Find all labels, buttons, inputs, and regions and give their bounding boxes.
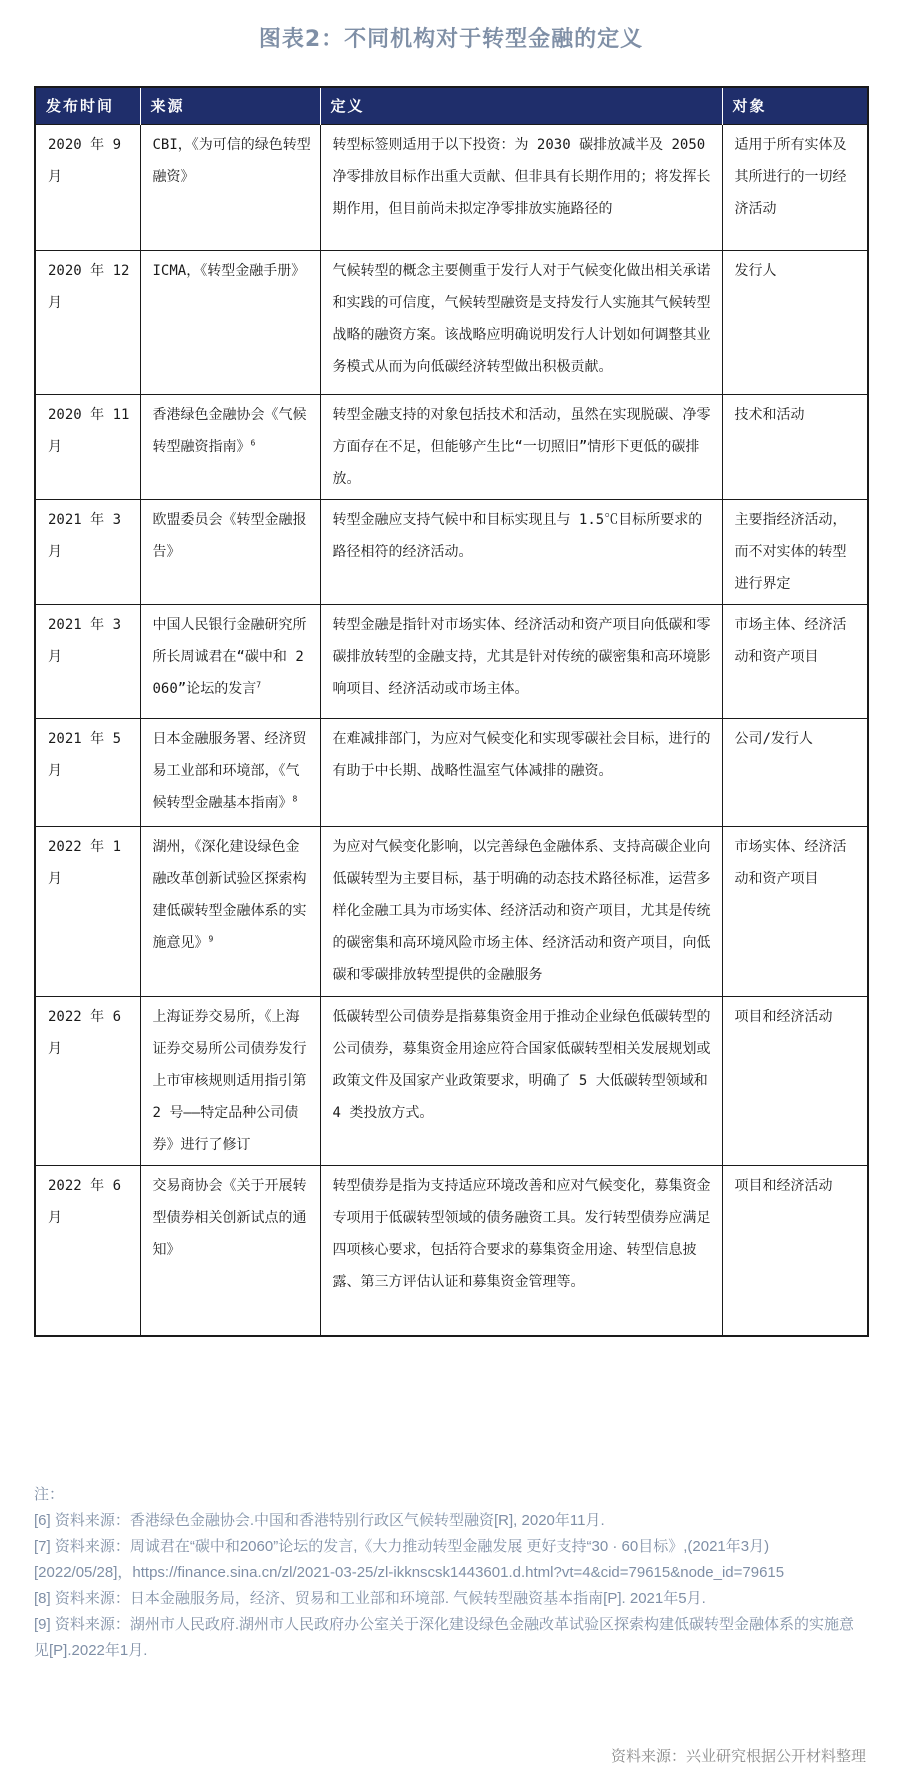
cell-definition-text: 低碳转型公司债券是指募集资金用于推动企业绿色低碳转型的公司债券，募集资金用途应符合国家低碳转型相关发展规划或政策文件及国家产业政策要求，明确了 5 大低碳转型领域和 4 类投放方式。	[332, 1009, 711, 1121]
table-row	[35, 125, 868, 251]
table-row	[35, 500, 868, 605]
cell-date-text: 2021 年 3 月	[48, 617, 122, 665]
footnote-7: [7] 资料来源：周诚君在“碳中和2060”论坛的发言,《大力推动转型金融发展 更好支持“30 · 60目标》,(2021年3月)[2022/05/28]，https://finance.sina.cn/zl/2021-03-25/zl-ikknscsk1443601.d.html?vt=4&cid=79615&node_id=79615	[34, 1538, 785, 1581]
cell-date	[35, 827, 140, 997]
cell-definition	[320, 719, 722, 827]
cell-source	[140, 827, 320, 997]
table-row	[35, 1166, 868, 1336]
cell-target-text: 市场主体、经济活动和资产项目	[734, 617, 847, 665]
cell-target	[722, 719, 868, 827]
table-row	[35, 827, 868, 997]
footnote-9: [9] 资料来源：湖州市人民政府.湖州市人民政府办公室关于深化建设绿色金融改革试验区探索构建低碳转型金融体系的实施意见[P].2022年1月.	[34, 1616, 855, 1659]
cell-source-text: 上海证券交易所，《上海证券交易所公司债券发行上市审核规则适用指引第 2 号——特定品种公司债券》进行了修订	[152, 1009, 307, 1153]
definitions-table	[34, 86, 869, 1337]
cell-source	[140, 395, 320, 500]
cell-date	[35, 605, 140, 719]
cell-target-text: 公司/发行人	[734, 731, 813, 747]
cell-source-text: 中国人民银行金融研究所所长周诚君在“碳中和 2060”论坛的发言	[152, 617, 307, 697]
cell-date	[35, 251, 140, 395]
cell-definition-text: 转型债券是指为支持适应环境改善和应对气候变化，募集资金专项用于低碳转型领域的债务融资工具。发行转型债券应满足四项核心要求，包括符合要求的募集资金用途、转型信息披露、第三方评估认证和募集资金管理等。	[332, 1178, 711, 1290]
cell-definition	[320, 395, 722, 500]
footnote-ref: 7	[256, 680, 262, 690]
cell-target	[722, 827, 868, 997]
cell-definition-text: 为应对气候变化影响，以完善绿色金融体系、支持高碳企业向低碳转型为主要目标，基于明确的动态技术路径标准，运营多样化金融工具为市场实体、经济活动和资产项目，尤其是传统的碳密集和高环境风险市场主体、经济活动和资产项目，向低碳和零碳排放转型提供的金融服务	[332, 839, 711, 983]
header-date: 发布时间	[35, 87, 140, 125]
cell-definition-text: 气候转型的概念主要侧重于发行人对于气候变化做出相关承诺和实践的可信度，气候转型融资是支持发行人实施其气候转型战略的融资方案。该战略应明确说明发行人计划如何调整其业务模式从而为向低碳经济转型做出积极贡献。	[332, 263, 711, 375]
cell-date-text: 2020 年 11 月	[48, 407, 130, 455]
cell-date-text: 2021 年 3 月	[48, 512, 122, 560]
cell-source	[140, 500, 320, 605]
cell-source-text: 香港绿色金融协会《气候转型融资指南》	[152, 407, 307, 455]
cell-target	[722, 125, 868, 251]
header-target: 对象	[722, 87, 868, 125]
cell-definition	[320, 827, 722, 997]
cell-target-text: 主要指经济活动，而不对实体的转型进行界定	[734, 512, 847, 592]
cell-source	[140, 997, 320, 1166]
cell-date	[35, 395, 140, 500]
cell-source	[140, 719, 320, 827]
cell-target	[722, 605, 868, 719]
cell-date	[35, 1166, 140, 1336]
cell-source	[140, 1166, 320, 1336]
cell-definition	[320, 605, 722, 719]
footnote-heading: 注：	[34, 1486, 65, 1503]
cell-definition	[320, 500, 722, 605]
cell-definition-text: 转型金融支持的对象包括技术和活动，虽然在实现脱碳、净零方面存在不足，但能够产生比“一切照旧”情形下更低的碳排放。	[332, 407, 711, 487]
footnote-6: [6] 资料来源：香港绿色金融协会.中国和香港特别行政区气候转型融资[R], 2020年11月.	[34, 1512, 605, 1529]
footnote-ref: 6	[250, 438, 256, 448]
footer-source: 资料来源：兴业研究根据公开材料整理	[610, 1748, 866, 1765]
cell-source-text: 湖州，《深化建设绿色金融改革创新试验区探索构建低碳转型金融体系的实施意见》	[152, 839, 307, 951]
cell-date-text: 2020 年 9 月	[48, 137, 122, 185]
table-row	[35, 251, 868, 395]
cell-target-text: 项目和经济活动	[734, 1178, 833, 1194]
cell-target-text: 项目和经济活动	[734, 1009, 833, 1025]
cell-date	[35, 719, 140, 827]
table-row	[35, 997, 868, 1166]
table-row	[35, 395, 868, 500]
table-row	[35, 719, 868, 827]
cell-date-text: 2022 年 6 月	[48, 1009, 122, 1057]
cell-target	[722, 500, 868, 605]
cell-source-text: 欧盟委员会《转型金融报告》	[152, 512, 307, 560]
definitions-table-wrapper	[34, 86, 867, 1337]
cell-date	[35, 125, 140, 251]
cell-definition-text: 在难减排部门，为应对气候变化和实现零碳社会目标，进行的有助于中长期、战略性温室气体减排的融资。	[332, 731, 711, 779]
footnote-ref: 8	[292, 794, 298, 804]
cell-source-text: 交易商协会《关于开展转型债券相关创新试点的通知》	[152, 1178, 307, 1258]
cell-definition-text: 转型金融应支持气候中和目标实现且与 1.5℃目标所要求的路径相符的经济活动。	[332, 512, 703, 560]
cell-source-text: ICMA，《转型金融手册》	[152, 263, 306, 279]
cell-source	[140, 125, 320, 251]
cell-definition-text: 转型金融是指针对市场实体、经济活动和资产项目向低碳和零碳排放转型的金融支持，尤其是针对传统的碳密集和高环境影响项目、经济活动或市场主体。	[332, 617, 711, 697]
cell-target-text: 适用于所有实体及其所进行的一切经济活动	[734, 137, 847, 217]
cell-date-text: 2021 年 5 月	[48, 731, 122, 779]
cell-target	[722, 1166, 868, 1336]
cell-source	[140, 251, 320, 395]
footnotes	[34, 1482, 864, 1664]
cell-definition	[320, 997, 722, 1166]
cell-definition-text: 转型标签则适用于以下投资：为 2030 碳排放减半及 2050 净零排放目标作出重大贡献、但非具有长期作用的；将发挥长期作用，但目前尚未拟定净零排放实施路径的	[332, 137, 711, 217]
footnote-ref: 9	[208, 934, 214, 944]
cell-source	[140, 605, 320, 719]
cell-target	[722, 251, 868, 395]
footnote-8: [8] 资料来源：日本金融服务局，经济、贸易和工业部和环境部. 气候转型融资基本指南[P]. 2021年5月.	[34, 1590, 706, 1607]
header-definition: 定义	[320, 87, 722, 125]
cell-target-text: 技术和活动	[734, 407, 805, 423]
cell-definition	[320, 1166, 722, 1336]
cell-date	[35, 500, 140, 605]
cell-date-text: 2022 年 6 月	[48, 1178, 122, 1226]
cell-target	[722, 997, 868, 1166]
header-source: 来源	[140, 87, 320, 125]
cell-date-text: 2022 年 1 月	[48, 839, 122, 887]
cell-definition	[320, 125, 722, 251]
cell-target	[722, 395, 868, 500]
cell-definition	[320, 251, 722, 395]
cell-date	[35, 997, 140, 1166]
cell-source-text: 日本金融服务署、经济贸易工业部和环境部，《气候转型金融基本指南》	[152, 731, 307, 811]
table-row	[35, 605, 868, 719]
figure-title: 图表2：不同机构对于转型金融的定义	[258, 27, 644, 52]
table-header-row	[35, 87, 868, 125]
cell-target-text: 发行人	[734, 263, 777, 279]
cell-source-text: CBI，《为可信的绿色转型融资》	[152, 137, 311, 185]
cell-target-text: 市场实体、经济活动和资产项目	[734, 839, 847, 887]
cell-date-text: 2020 年 12 月	[48, 263, 130, 311]
